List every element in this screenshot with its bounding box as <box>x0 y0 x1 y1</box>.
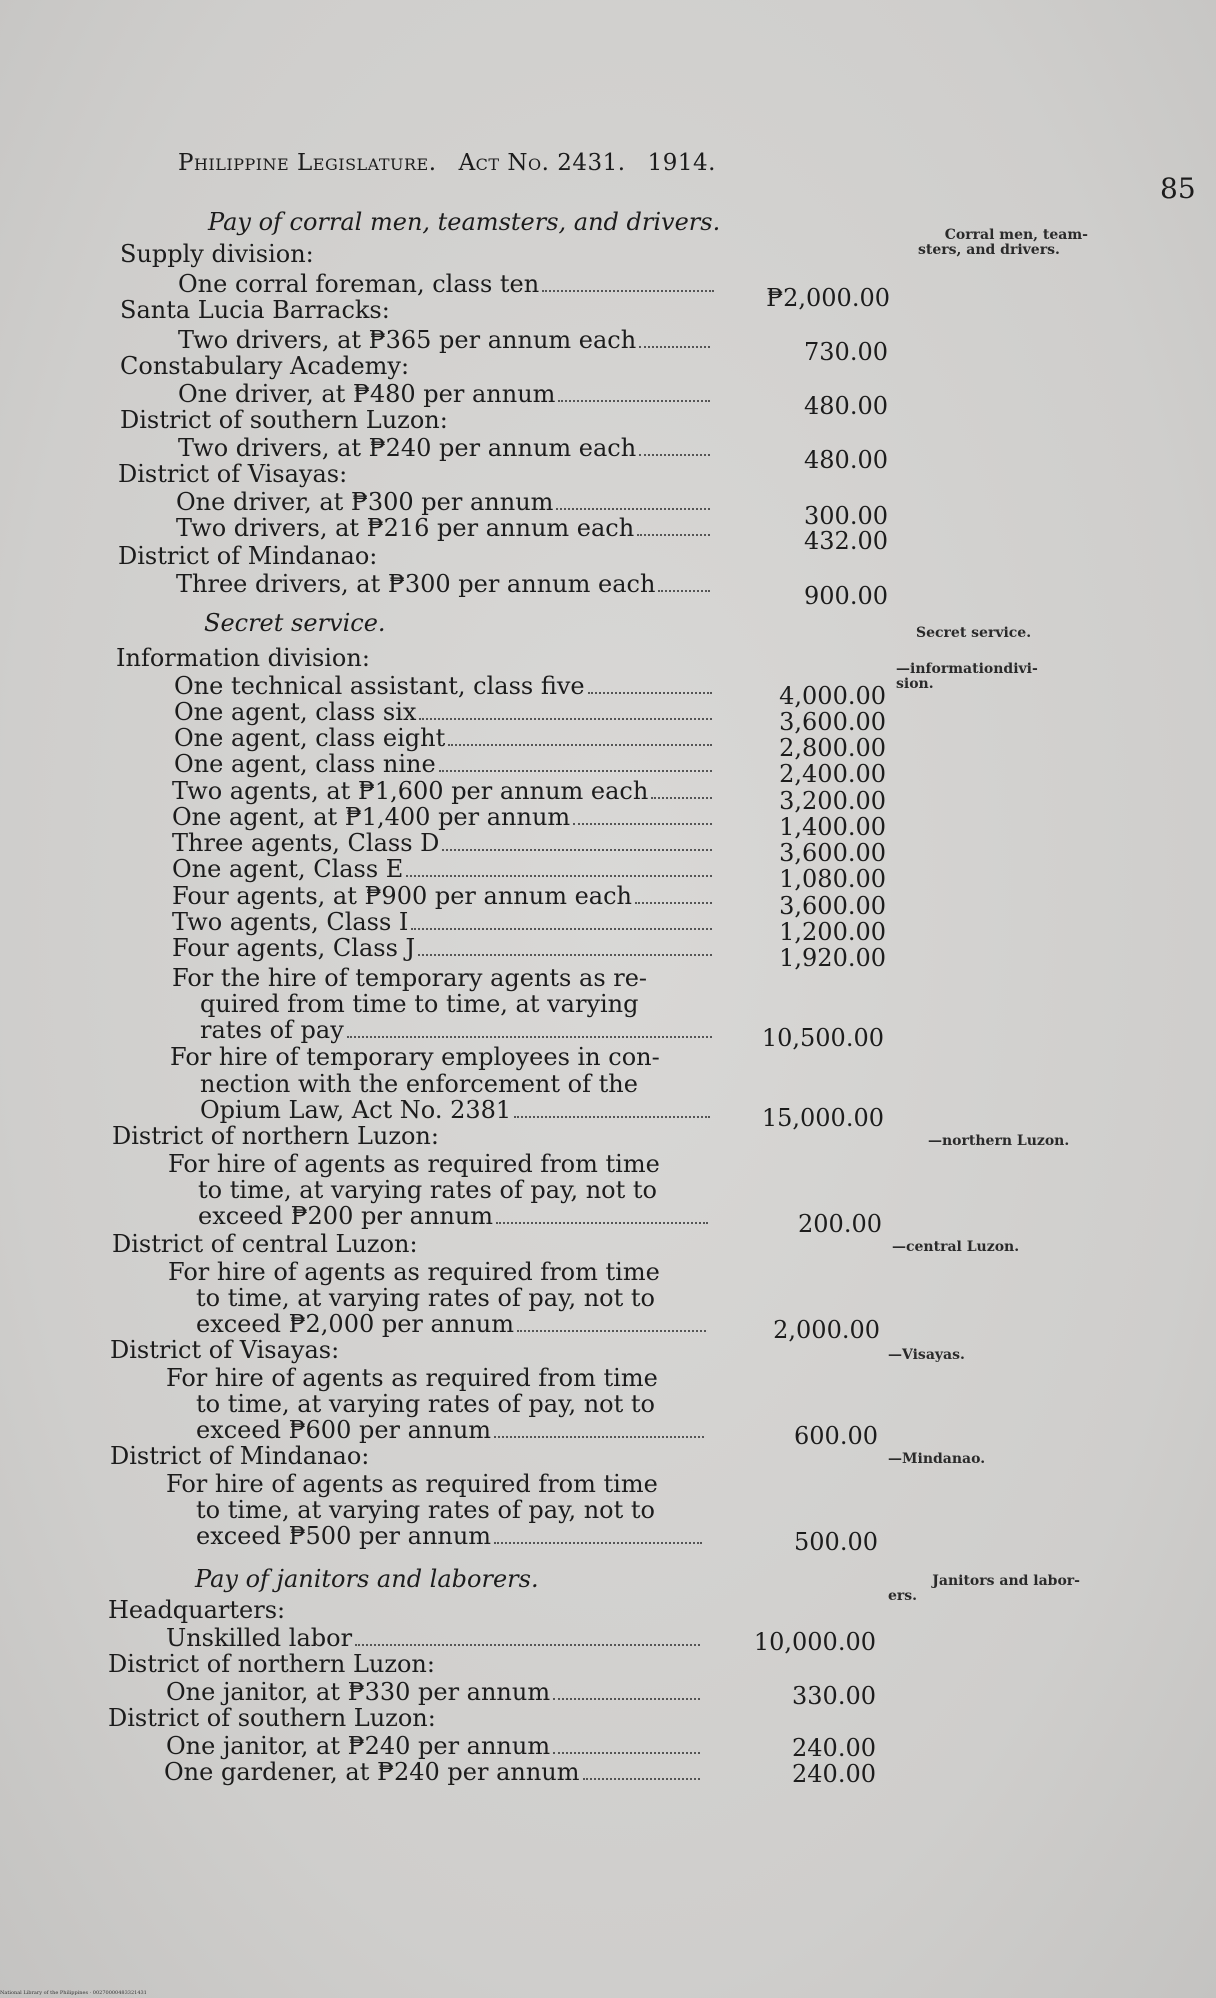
list-item: One driver, at ₱300 per annum <box>176 488 714 516</box>
list-item: One janitor, at ₱240 per annum <box>166 1732 704 1760</box>
list-item: exceed ₱200 per annum <box>198 1202 712 1230</box>
list-item: Constabulary Academy: <box>120 352 410 380</box>
amount: 1,080.00 <box>779 865 886 893</box>
amount: 330.00 <box>792 1682 876 1710</box>
list-item: One driver, at ₱480 per annum <box>178 380 714 408</box>
amount: 15,000.00 <box>761 1104 884 1132</box>
amount: 730.00 <box>804 338 888 366</box>
list-item: One corral foreman, class ten <box>178 270 718 298</box>
list-item: Three agents, Class D <box>172 829 716 857</box>
list-item: For hire of agents as required from time <box>166 1470 658 1498</box>
amount: 1,400.00 <box>779 813 886 841</box>
list-item: One janitor, at ₱330 per annum <box>166 1678 704 1706</box>
scan-footer: National Library of the Philippines · 00270000483321431 <box>0 1990 147 1996</box>
amount: 10,500.00 <box>761 1024 884 1052</box>
amount: 1,200.00 <box>779 918 886 946</box>
list-item: District of Mindanao: <box>110 1442 370 1470</box>
list-item: For hire of agents as required from time <box>168 1150 660 1178</box>
list-item: District of southern Luzon: <box>120 406 448 434</box>
list-item: exceed ₱600 per annum <box>196 1416 708 1444</box>
list-item: Information division: <box>116 644 370 672</box>
amount: ₱2,000.00 <box>766 284 890 312</box>
margin-note-mindanao: —Mindanao. <box>888 1451 986 1467</box>
section-title-secret-service: Secret service. <box>204 609 386 637</box>
margin-note-visayas: —Visayas. <box>888 1347 965 1363</box>
list-item: District of Visayas: <box>110 1336 340 1364</box>
amount: 1,920.00 <box>779 944 886 972</box>
page-number: 85 <box>1160 172 1196 205</box>
list-item: nection with the enforcement of the <box>200 1070 638 1098</box>
amount: 3,600.00 <box>779 892 886 920</box>
list-item: For the hire of temporary agents as re- <box>172 964 648 992</box>
list-item: One agent, class eight <box>174 724 716 752</box>
amount: 3,600.00 <box>779 708 886 736</box>
header-act: Act No. 2431. <box>458 150 626 176</box>
list-item: District of northern Luzon: <box>108 1650 435 1678</box>
list-item: For hire of agents as required from time <box>166 1364 658 1392</box>
amount: 200.00 <box>798 1210 882 1238</box>
amount: 600.00 <box>794 1422 878 1450</box>
list-item: quired from time to time, at varying <box>200 990 639 1018</box>
amount: 3,600.00 <box>779 839 886 867</box>
amount: 2,400.00 <box>779 760 886 788</box>
list-item: to time, at varying rates of pay, not to <box>196 1390 655 1418</box>
margin-note-northern-luzon: —northern Luzon. <box>928 1133 1070 1149</box>
amount: 480.00 <box>804 392 888 420</box>
margin-note-secret-service: Secret service. <box>916 625 1032 641</box>
list-item: Santa Lucia Barracks: <box>120 296 390 324</box>
list-item: One agent, at ₱1,400 per annum <box>172 803 716 831</box>
list-item: Four agents, at ₱900 per annum each <box>172 882 716 910</box>
header-legislature: Philippine Legislature. <box>178 150 437 176</box>
list-item: Headquarters: <box>108 1596 286 1624</box>
list-item: One technical assistant, class five <box>174 672 716 700</box>
list-item: rates of pay <box>200 1016 716 1044</box>
list-item: District of central Luzon: <box>112 1230 418 1258</box>
list-item: Three drivers, at ₱300 per annum each <box>176 570 714 598</box>
amount: 2,000.00 <box>773 1316 880 1344</box>
list-item: Two agents, Class I <box>172 908 716 936</box>
amount: 480.00 <box>804 446 888 474</box>
list-item: Supply division: <box>120 240 314 268</box>
list-item: Opium Law, Act No. 2381 <box>200 1096 714 1124</box>
section-title-janitors: Pay of janitors and laborers. <box>195 1565 539 1593</box>
amount: 240.00 <box>792 1734 876 1762</box>
amount: 3,200.00 <box>779 787 886 815</box>
margin-note-corral: Corral men, team- sters, and drivers. <box>918 227 1088 258</box>
amount: 2,800.00 <box>779 734 886 762</box>
list-item: Two drivers, at ₱216 per annum each <box>176 514 714 542</box>
list-item: Two drivers, at ₱365 per annum each <box>178 326 714 354</box>
amount: 300.00 <box>804 502 888 530</box>
list-item: Two drivers, at ₱240 per annum each <box>178 434 714 462</box>
margin-note-information: —informationdivi- sion. <box>896 661 1038 692</box>
list-item: For hire of agents as required from time <box>168 1258 660 1286</box>
header-year: 1914. <box>647 150 716 176</box>
list-item: One gardener, at ₱240 per annum <box>164 1758 704 1786</box>
section-title-corral: Pay of corral men, teamsters, and drivers. <box>208 208 721 236</box>
amount: 432.00 <box>804 527 888 555</box>
margin-note-central-luzon: —central Luzon. <box>892 1239 1020 1255</box>
list-item: Unskilled labor <box>166 1624 704 1652</box>
list-item: exceed ₱2,000 per annum <box>196 1310 710 1338</box>
list-item: to time, at varying rates of pay, not to <box>198 1176 657 1204</box>
list-item: One agent, class six <box>174 698 716 726</box>
list-item: One agent, Class E <box>172 855 716 883</box>
amount: 900.00 <box>804 582 888 610</box>
amount: 4,000.00 <box>779 682 886 710</box>
list-item: For hire of temporary employees in con- <box>170 1043 660 1071</box>
amount: 500.00 <box>794 1528 878 1556</box>
list-item: District of northern Luzon: <box>112 1122 439 1150</box>
amount: 240.00 <box>792 1760 876 1788</box>
running-header <box>178 150 716 176</box>
list-item: to time, at varying rates of pay, not to <box>196 1496 655 1524</box>
list-item: to time, at varying rates of pay, not to <box>196 1284 655 1312</box>
list-item: District of southern Luzon: <box>108 1704 436 1732</box>
list-item: District of Visayas: <box>118 460 348 488</box>
list-item: District of Mindanao: <box>118 542 378 570</box>
list-item: Two agents, at ₱1,600 per annum each <box>172 777 716 805</box>
list-item: exceed ₱500 per annum <box>196 1522 706 1550</box>
list-item: One agent, class nine <box>174 750 716 778</box>
list-item: Four agents, Class J <box>172 934 716 962</box>
amount: 10,000.00 <box>753 1628 876 1656</box>
margin-note-janitors: Janitors and labor- ers. <box>888 1573 1080 1604</box>
